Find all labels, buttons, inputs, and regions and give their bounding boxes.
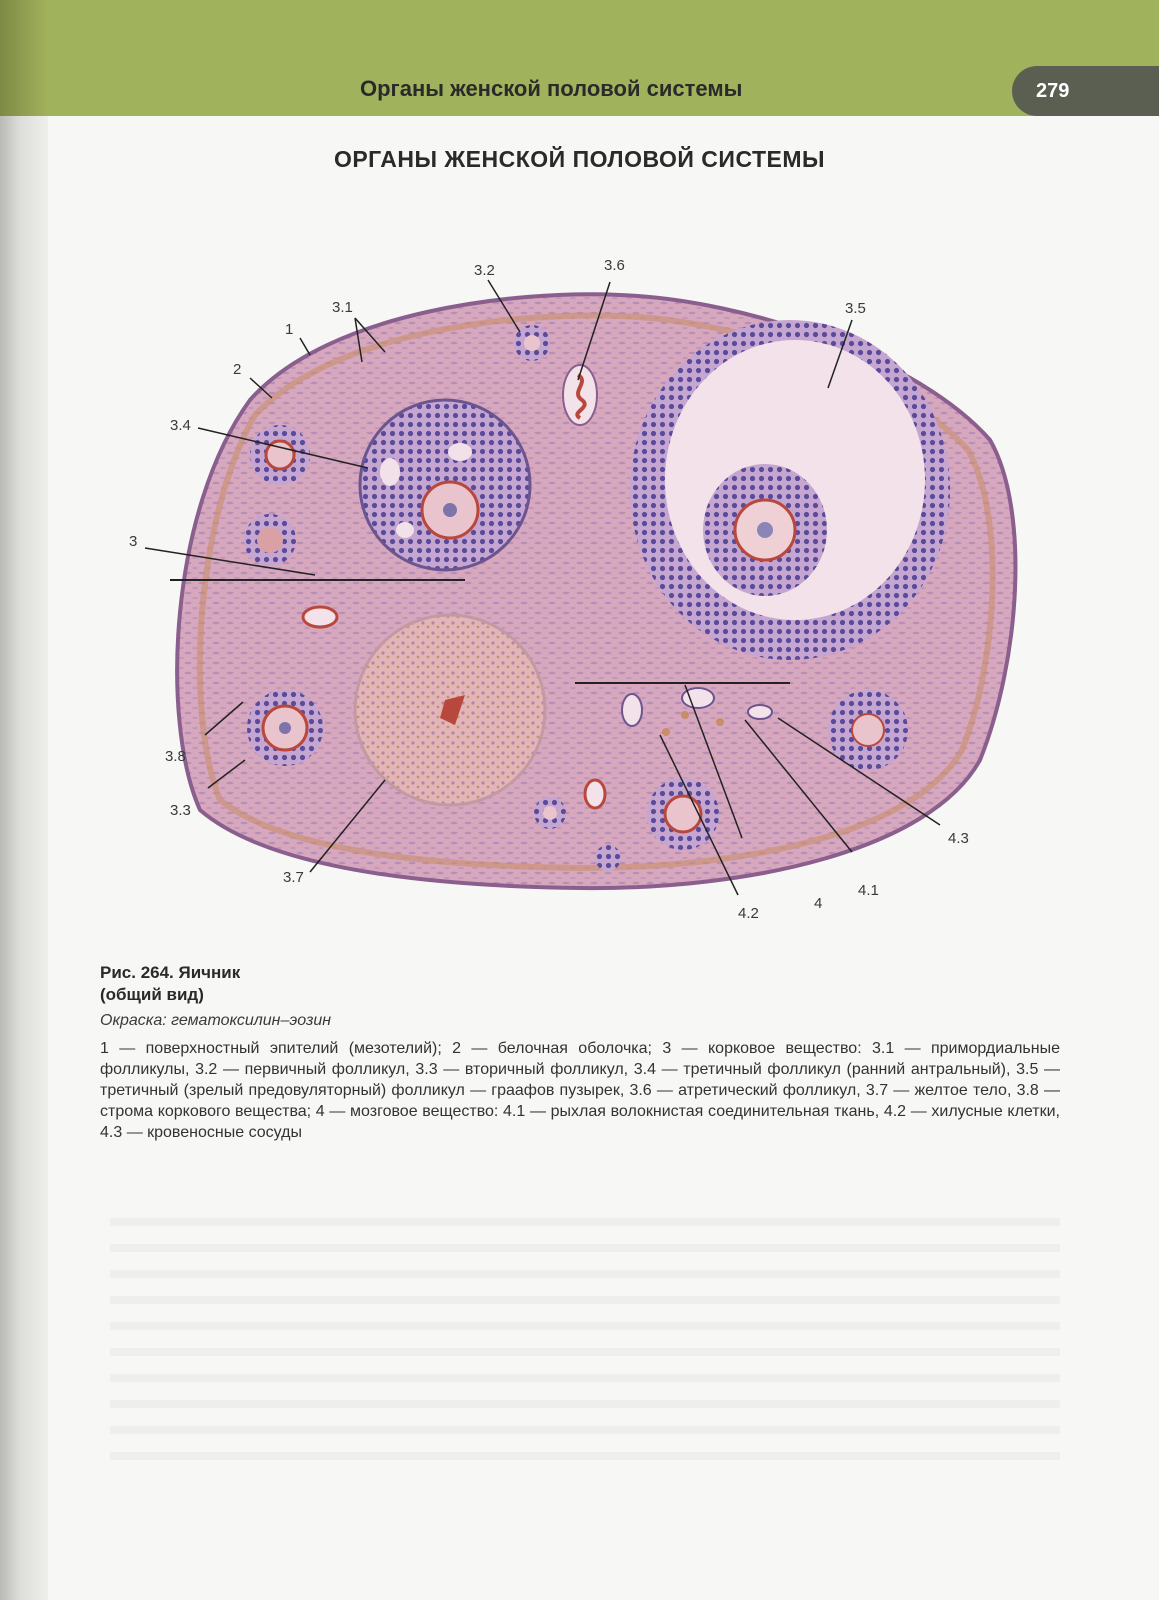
label-4-1: 4.1 — [858, 882, 879, 899]
label-4-3: 4.3 — [948, 830, 969, 847]
atretic-follicle-bottom — [585, 780, 605, 808]
label-3: 3 — [129, 533, 138, 550]
secondary-follicle — [247, 690, 323, 766]
label-3-5: 3.5 — [845, 300, 866, 317]
label-3-3: 3.3 — [170, 802, 191, 819]
corpus-luteum — [355, 615, 545, 805]
ovary-illustration — [100, 240, 1060, 940]
page-number: 279 — [1036, 80, 1070, 102]
label-3-6: 3.6 — [604, 257, 625, 274]
small-follicle-left — [250, 425, 310, 485]
label-3-4: 3.4 — [170, 417, 191, 434]
label-3-7: 3.7 — [283, 869, 304, 886]
book-spine-shadow — [0, 0, 48, 1600]
label-1: 1 — [285, 321, 294, 338]
small-follicle-left-2 — [244, 514, 296, 566]
caption-title-line-2: (общий вид) — [100, 985, 204, 1004]
page-heading: ОРГАНЫ ЖЕНСКОЙ ПОЛОВОЙ СИСТЕМЫ — [333, 146, 826, 172]
page-number-tab — [1012, 66, 1159, 116]
secondary-follicle-right — [828, 690, 908, 770]
tertiary-follicle-early — [360, 400, 530, 570]
ovary-drawing — [100, 240, 1060, 940]
stain-note: Окраска: гематоксилин–эозин — [100, 1012, 332, 1029]
graafian-follicle — [630, 320, 950, 660]
show-through-text-area — [110, 1200, 1060, 1460]
secondary-follicle-bottom — [647, 778, 719, 850]
running-title: Органы женской половой системы — [360, 76, 743, 101]
caption-title-line-1: Рис. 264. Яичник — [100, 963, 241, 982]
label-3-1: 3.1 — [332, 299, 353, 316]
label-3-8: 3.8 — [165, 748, 186, 765]
label-2: 2 — [233, 361, 242, 378]
label-4-2: 4.2 — [738, 905, 759, 922]
label-4: 4 — [814, 895, 823, 912]
atretic-follicle-small — [303, 607, 337, 627]
figure-caption-title — [100, 962, 240, 1006]
figure-legend: 1 — поверхностный эпителий (мезотелий); 2 — белочная оболочка; 3 — корковое вещество: 3.1 — примордиальные фолликулы, 3.2 — первичный фолликул, 3.3 — вторичный фолликул, 3.4 — третичный фолликул (ранний антральный), 3.5 — третичный (зрелый предовуляторный) фолликул — граафов пузырек, 3.6 — атретический фолликул, 3.7 — желтое тело, 3.8 — строма коркового вещества; 4 — мозговое вещество: 4.1 — рыхлая волокнистая соединительная ткань, 4.2 — хилусные клетки, 4.3 — кровеносные сосуды — [100, 1040, 1060, 1141]
label-3-2: 3.2 — [474, 262, 495, 279]
header-corner — [0, 0, 48, 116]
